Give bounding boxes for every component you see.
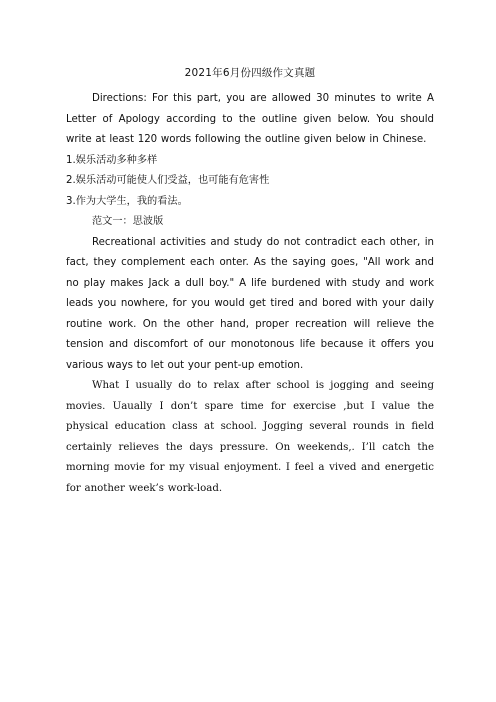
outline-item-2: 2.娱乐活动可能使人们受益，也可能有危害性 xyxy=(66,175,270,186)
essay-paragraph-1: Recreational activities and study do not contradict each other, in fact, they complement each onter. As the saying goes, "All work and no play makes Jack a dull boy." A life burdened with study and work leads you nowhere, for you would get tired and bored with your daily routine work. On the other hand, proper recreation will relieve the tension and discomfort of our monotonous life because it offers you various ways to let out your pent-up emotion. xyxy=(66,236,434,371)
outline-item-1: 1.娱乐活动多种多样 xyxy=(66,154,158,166)
outline-item-3: 3.作为大学生，我的看法。 xyxy=(66,195,188,207)
sample-essay-label: 范文一：思波版 xyxy=(92,216,164,227)
document-title: 2021年6月份四级作文真题 xyxy=(184,67,316,79)
directions-paragraph: Directions: For this part, you are allowed 30 minutes to write A Letter of Apology according to the outline given below. You should write at least 120 words following the outline given below in Chinese. xyxy=(66,93,434,145)
essay-paragraph-2: What I usually do to relax after school is jogging and seeing movies. Uaually I don’t spare time for exercise ,but I value the physical education class at school. Jogging several rounds in field certainly relieves the days pressure. On weekends,. I’ll catch the morning movie for my visual enjoyment. I feel a vived and energetic for another week’s work-load. xyxy=(66,380,434,494)
